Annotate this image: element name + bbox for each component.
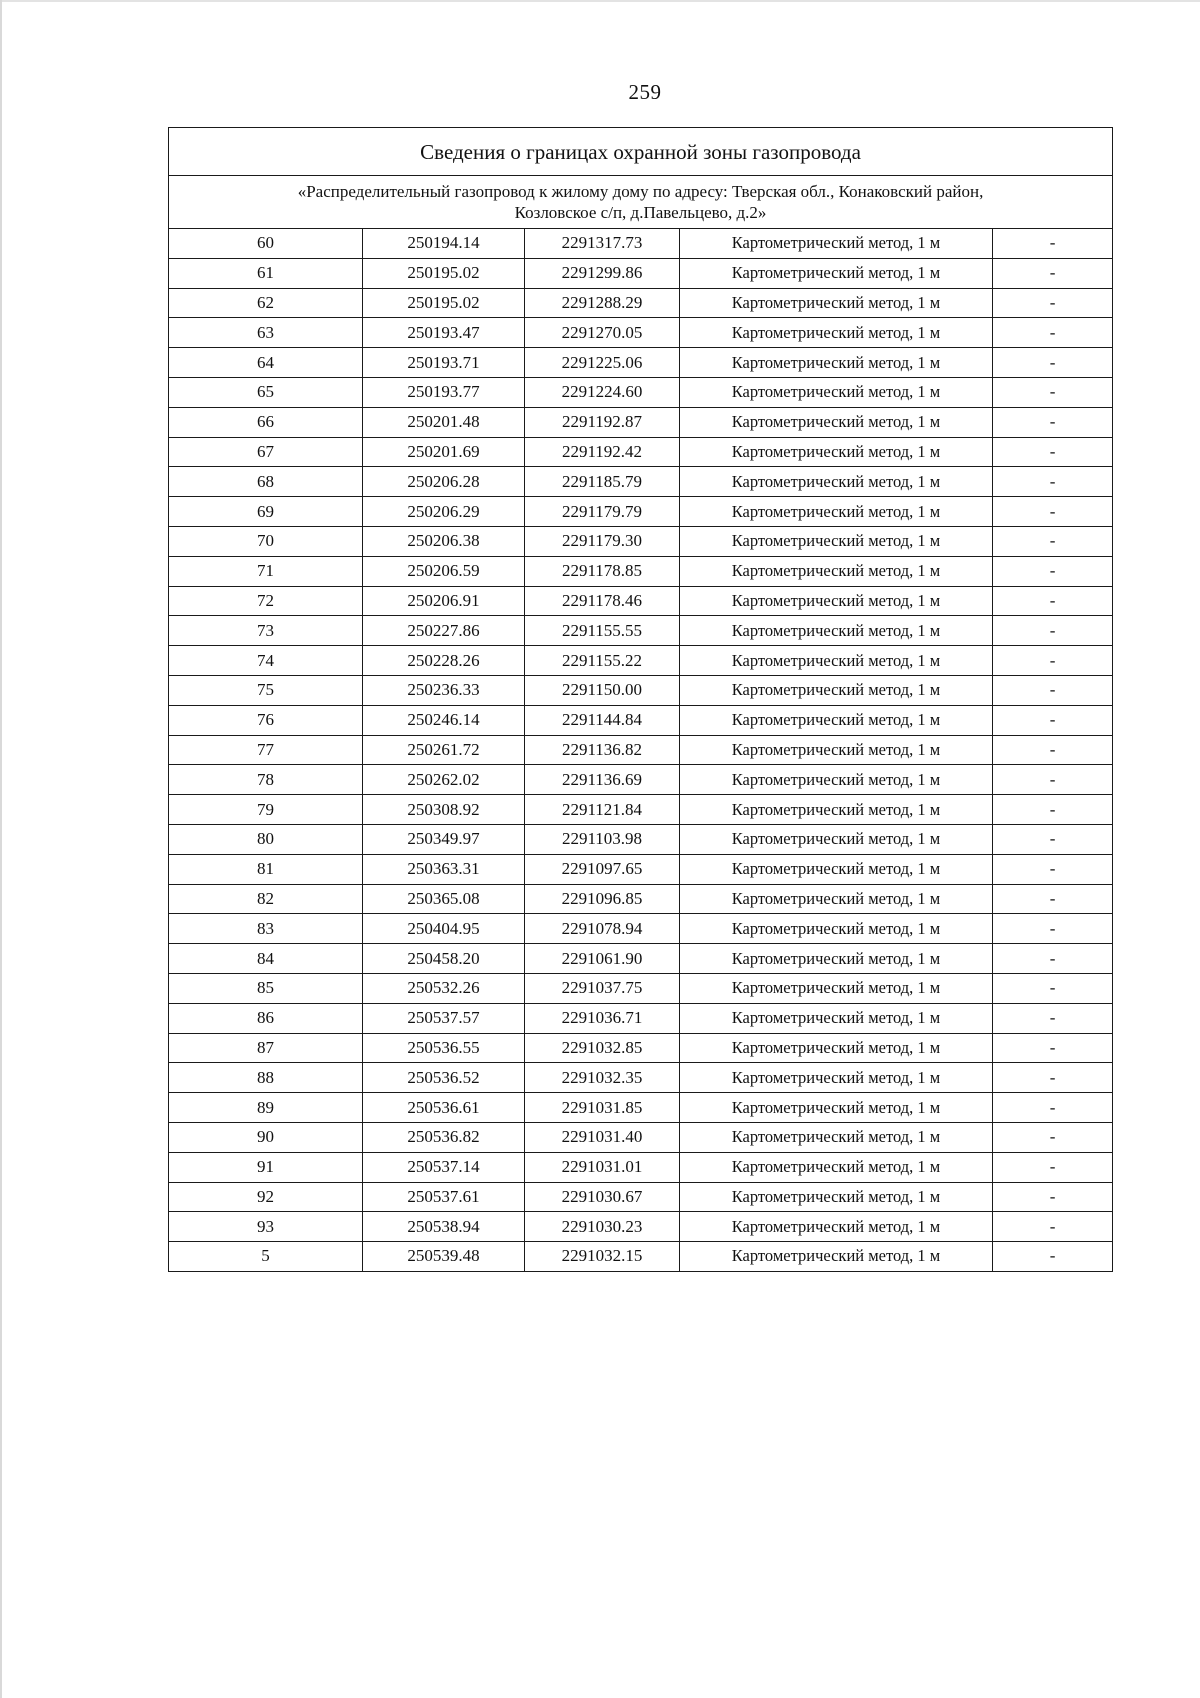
table-row (169, 765, 1113, 795)
table-row (169, 318, 1113, 348)
method-cell: Картометрический метод, 1 м (680, 377, 993, 407)
note-cell: - (993, 616, 1113, 646)
table-title: Сведения о границах охранной зоны газопровода (169, 128, 1113, 176)
point-number-cell: 76 (169, 705, 363, 735)
point-number-cell: 78 (169, 765, 363, 795)
note-cell: - (993, 1182, 1113, 1212)
method-cell: Картометрический метод, 1 м (680, 765, 993, 795)
point-number-cell: 74 (169, 646, 363, 676)
method-cell: Картометрический метод, 1 м (680, 1212, 993, 1242)
table-row (169, 646, 1113, 676)
note-cell: - (993, 914, 1113, 944)
x-coordinate-cell: 250206.38 (363, 526, 525, 556)
note-cell: - (993, 944, 1113, 974)
point-number-cell: 67 (169, 437, 363, 467)
method-cell: Картометрический метод, 1 м (680, 497, 993, 527)
method-cell: Картометрический метод, 1 м (680, 1033, 993, 1063)
point-number-cell: 62 (169, 288, 363, 318)
x-coordinate-cell: 250227.86 (363, 616, 525, 646)
note-cell: - (993, 348, 1113, 378)
table-row (169, 675, 1113, 705)
table-row (169, 1242, 1113, 1272)
method-cell: Картометрический метод, 1 м (680, 616, 993, 646)
method-cell: Картометрический метод, 1 м (680, 407, 993, 437)
table-row (169, 1033, 1113, 1063)
method-cell: Картометрический метод, 1 м (680, 884, 993, 914)
y-coordinate-cell: 2291103.98 (525, 824, 680, 854)
table-row (169, 288, 1113, 318)
y-coordinate-cell: 2291299.86 (525, 258, 680, 288)
point-number-cell: 79 (169, 795, 363, 825)
method-cell: Картометрический метод, 1 м (680, 258, 993, 288)
x-coordinate-cell: 250228.26 (363, 646, 525, 676)
note-cell: - (993, 795, 1113, 825)
x-coordinate-cell: 250261.72 (363, 735, 525, 765)
note-cell: - (993, 556, 1113, 586)
point-number-cell: 70 (169, 526, 363, 556)
method-cell: Картометрический метод, 1 м (680, 318, 993, 348)
note-cell: - (993, 407, 1113, 437)
page-number: 259 (628, 80, 662, 104)
method-cell: Картометрический метод, 1 м (680, 467, 993, 497)
x-coordinate-cell: 250536.82 (363, 1122, 525, 1152)
method-cell: Картометрический метод, 1 м (680, 288, 993, 318)
note-cell: - (993, 1033, 1113, 1063)
x-coordinate-cell: 250363.31 (363, 854, 525, 884)
y-coordinate-cell: 2291036.71 (525, 1003, 680, 1033)
y-coordinate-cell: 2291178.85 (525, 556, 680, 586)
table-row (169, 914, 1113, 944)
point-number-cell: 65 (169, 377, 363, 407)
point-number-cell: 73 (169, 616, 363, 646)
table-row (169, 437, 1113, 467)
table-subtitle (169, 176, 1113, 229)
scan-top-edge (0, 0, 1200, 2)
y-coordinate-cell: 2291032.85 (525, 1033, 680, 1063)
table-row (169, 526, 1113, 556)
note-cell: - (993, 1122, 1113, 1152)
point-number-cell: 60 (169, 229, 363, 259)
note-cell: - (993, 467, 1113, 497)
table-row (169, 973, 1113, 1003)
point-number-cell: 85 (169, 973, 363, 1003)
x-coordinate-cell: 250206.91 (363, 586, 525, 616)
method-cell: Картометрический метод, 1 м (680, 526, 993, 556)
method-cell: Картометрический метод, 1 м (680, 556, 993, 586)
method-cell: Картометрический метод, 1 м (680, 1003, 993, 1033)
note-cell: - (993, 288, 1113, 318)
table-row (169, 258, 1113, 288)
table-title-row (169, 128, 1113, 176)
subtitle-line-2: Козловское с/п, д.Павельцево, д.2» (514, 203, 767, 222)
y-coordinate-cell: 2291031.40 (525, 1122, 680, 1152)
note-cell: - (993, 765, 1113, 795)
y-coordinate-cell: 2291032.35 (525, 1063, 680, 1093)
method-cell: Картометрический метод, 1 м (680, 795, 993, 825)
point-number-cell: 80 (169, 824, 363, 854)
point-number-cell: 93 (169, 1212, 363, 1242)
method-cell: Картометрический метод, 1 м (680, 229, 993, 259)
method-cell: Картометрический метод, 1 м (680, 705, 993, 735)
x-coordinate-cell: 250194.14 (363, 229, 525, 259)
note-cell: - (993, 735, 1113, 765)
method-cell: Картометрический метод, 1 м (680, 854, 993, 884)
point-number-cell: 63 (169, 318, 363, 348)
y-coordinate-cell: 2291121.84 (525, 795, 680, 825)
y-coordinate-cell: 2291097.65 (525, 854, 680, 884)
y-coordinate-cell: 2291031.01 (525, 1152, 680, 1182)
y-coordinate-cell: 2291179.79 (525, 497, 680, 527)
method-cell: Картометрический метод, 1 м (680, 914, 993, 944)
table-row (169, 1152, 1113, 1182)
y-coordinate-cell: 2291224.60 (525, 377, 680, 407)
point-number-cell: 92 (169, 1182, 363, 1212)
y-coordinate-cell: 2291030.23 (525, 1212, 680, 1242)
note-cell: - (993, 318, 1113, 348)
point-number-cell: 75 (169, 675, 363, 705)
table-row (169, 1122, 1113, 1152)
x-coordinate-cell: 250404.95 (363, 914, 525, 944)
table-row (169, 795, 1113, 825)
x-coordinate-cell: 250308.92 (363, 795, 525, 825)
table-row (169, 1182, 1113, 1212)
x-coordinate-cell: 250206.59 (363, 556, 525, 586)
note-cell: - (993, 1152, 1113, 1182)
point-number-cell: 87 (169, 1033, 363, 1063)
point-number-cell: 72 (169, 586, 363, 616)
y-coordinate-cell: 2291150.00 (525, 675, 680, 705)
point-number-cell: 71 (169, 556, 363, 586)
table-row (169, 586, 1113, 616)
point-number-cell: 64 (169, 348, 363, 378)
note-cell: - (993, 884, 1113, 914)
point-number-cell: 61 (169, 258, 363, 288)
note-cell: - (993, 675, 1113, 705)
point-number-cell: 82 (169, 884, 363, 914)
table-row (169, 467, 1113, 497)
x-coordinate-cell: 250365.08 (363, 884, 525, 914)
table-row (169, 1063, 1113, 1093)
y-coordinate-cell: 2291078.94 (525, 914, 680, 944)
x-coordinate-cell: 250236.33 (363, 675, 525, 705)
table-row (169, 735, 1113, 765)
table-row (169, 824, 1113, 854)
table-row (169, 497, 1113, 527)
y-coordinate-cell: 2291155.22 (525, 646, 680, 676)
y-coordinate-cell: 2291225.06 (525, 348, 680, 378)
method-cell: Картометрический метод, 1 м (680, 1093, 993, 1123)
method-cell: Картометрический метод, 1 м (680, 348, 993, 378)
scan-left-edge (0, 0, 2, 1698)
y-coordinate-cell: 2291061.90 (525, 944, 680, 974)
x-coordinate-cell: 250195.02 (363, 258, 525, 288)
table-row (169, 854, 1113, 884)
table-row (169, 884, 1113, 914)
point-number-cell: 5 (169, 1242, 363, 1272)
y-coordinate-cell: 2291179.30 (525, 526, 680, 556)
note-cell: - (993, 526, 1113, 556)
method-cell: Картометрический метод, 1 м (680, 1242, 993, 1272)
method-cell: Картометрический метод, 1 м (680, 973, 993, 1003)
x-coordinate-cell: 250193.71 (363, 348, 525, 378)
table-body (169, 128, 1113, 1272)
table-row (169, 616, 1113, 646)
note-cell: - (993, 1063, 1113, 1093)
y-coordinate-cell: 2291136.82 (525, 735, 680, 765)
y-coordinate-cell: 2291155.55 (525, 616, 680, 646)
method-cell: Картометрический метод, 1 м (680, 1152, 993, 1182)
table-row (169, 944, 1113, 974)
x-coordinate-cell: 250539.48 (363, 1242, 525, 1272)
point-number-cell: 81 (169, 854, 363, 884)
method-cell: Картометрический метод, 1 м (680, 586, 993, 616)
note-cell: - (993, 437, 1113, 467)
x-coordinate-cell: 250246.14 (363, 705, 525, 735)
note-cell: - (993, 586, 1113, 616)
point-number-cell: 69 (169, 497, 363, 527)
table-row (169, 1093, 1113, 1123)
point-number-cell: 91 (169, 1152, 363, 1182)
point-number-cell: 90 (169, 1122, 363, 1152)
x-coordinate-cell: 250536.61 (363, 1093, 525, 1123)
table-row (169, 1003, 1113, 1033)
note-cell: - (993, 1093, 1113, 1123)
x-coordinate-cell: 250193.77 (363, 377, 525, 407)
note-cell: - (993, 1003, 1113, 1033)
method-cell: Картометрический метод, 1 м (680, 824, 993, 854)
note-cell: - (993, 854, 1113, 884)
point-number-cell: 77 (169, 735, 363, 765)
boundary-coordinates-table (168, 127, 1113, 1272)
method-cell: Картометрический метод, 1 м (680, 675, 993, 705)
table-row (169, 556, 1113, 586)
note-cell: - (993, 258, 1113, 288)
note-cell: - (993, 973, 1113, 1003)
note-cell: - (993, 497, 1113, 527)
note-cell: - (993, 1242, 1113, 1272)
point-number-cell: 89 (169, 1093, 363, 1123)
method-cell: Картометрический метод, 1 м (680, 1063, 993, 1093)
point-number-cell: 66 (169, 407, 363, 437)
x-coordinate-cell: 250538.94 (363, 1212, 525, 1242)
note-cell: - (993, 377, 1113, 407)
method-cell: Картометрический метод, 1 м (680, 1182, 993, 1212)
y-coordinate-cell: 2291270.05 (525, 318, 680, 348)
table-row (169, 407, 1113, 437)
x-coordinate-cell: 250458.20 (363, 944, 525, 974)
table-subtitle-row (169, 176, 1113, 229)
table-row (169, 705, 1113, 735)
x-coordinate-cell: 250262.02 (363, 765, 525, 795)
x-coordinate-cell: 250206.28 (363, 467, 525, 497)
y-coordinate-cell: 2291037.75 (525, 973, 680, 1003)
y-coordinate-cell: 2291317.73 (525, 229, 680, 259)
y-coordinate-cell: 2291096.85 (525, 884, 680, 914)
point-number-cell: 86 (169, 1003, 363, 1033)
x-coordinate-cell: 250532.26 (363, 973, 525, 1003)
x-coordinate-cell: 250201.69 (363, 437, 525, 467)
x-coordinate-cell: 250193.47 (363, 318, 525, 348)
method-cell: Картометрический метод, 1 м (680, 944, 993, 974)
method-cell: Картометрический метод, 1 м (680, 437, 993, 467)
subtitle-line-1: «Распределительный газопровод к жилому дому по адресу: Тверская обл., Конаковский район, (297, 182, 984, 201)
point-number-cell: 83 (169, 914, 363, 944)
y-coordinate-cell: 2291030.67 (525, 1182, 680, 1212)
y-coordinate-cell: 2291178.46 (525, 586, 680, 616)
y-coordinate-cell: 2291144.84 (525, 705, 680, 735)
x-coordinate-cell: 250536.52 (363, 1063, 525, 1093)
point-number-cell: 88 (169, 1063, 363, 1093)
table-row (169, 348, 1113, 378)
x-coordinate-cell: 250537.57 (363, 1003, 525, 1033)
x-coordinate-cell: 250349.97 (363, 824, 525, 854)
note-cell: - (993, 824, 1113, 854)
x-coordinate-cell: 250536.55 (363, 1033, 525, 1063)
y-coordinate-cell: 2291192.42 (525, 437, 680, 467)
method-cell: Картометрический метод, 1 м (680, 1122, 993, 1152)
method-cell: Картометрический метод, 1 м (680, 735, 993, 765)
y-coordinate-cell: 2291192.87 (525, 407, 680, 437)
point-number-cell: 84 (169, 944, 363, 974)
table-row (169, 229, 1113, 259)
x-coordinate-cell: 250537.14 (363, 1152, 525, 1182)
note-cell: - (993, 1212, 1113, 1242)
y-coordinate-cell: 2291031.85 (525, 1093, 680, 1123)
table-row (169, 1212, 1113, 1242)
y-coordinate-cell: 2291136.69 (525, 765, 680, 795)
note-cell: - (993, 646, 1113, 676)
x-coordinate-cell: 250206.29 (363, 497, 525, 527)
x-coordinate-cell: 250537.61 (363, 1182, 525, 1212)
table-row (169, 377, 1113, 407)
y-coordinate-cell: 2291288.29 (525, 288, 680, 318)
y-coordinate-cell: 2291185.79 (525, 467, 680, 497)
note-cell: - (993, 705, 1113, 735)
y-coordinate-cell: 2291032.15 (525, 1242, 680, 1272)
x-coordinate-cell: 250195.02 (363, 288, 525, 318)
x-coordinate-cell: 250201.48 (363, 407, 525, 437)
note-cell: - (993, 229, 1113, 259)
point-number-cell: 68 (169, 467, 363, 497)
method-cell: Картометрический метод, 1 м (680, 646, 993, 676)
